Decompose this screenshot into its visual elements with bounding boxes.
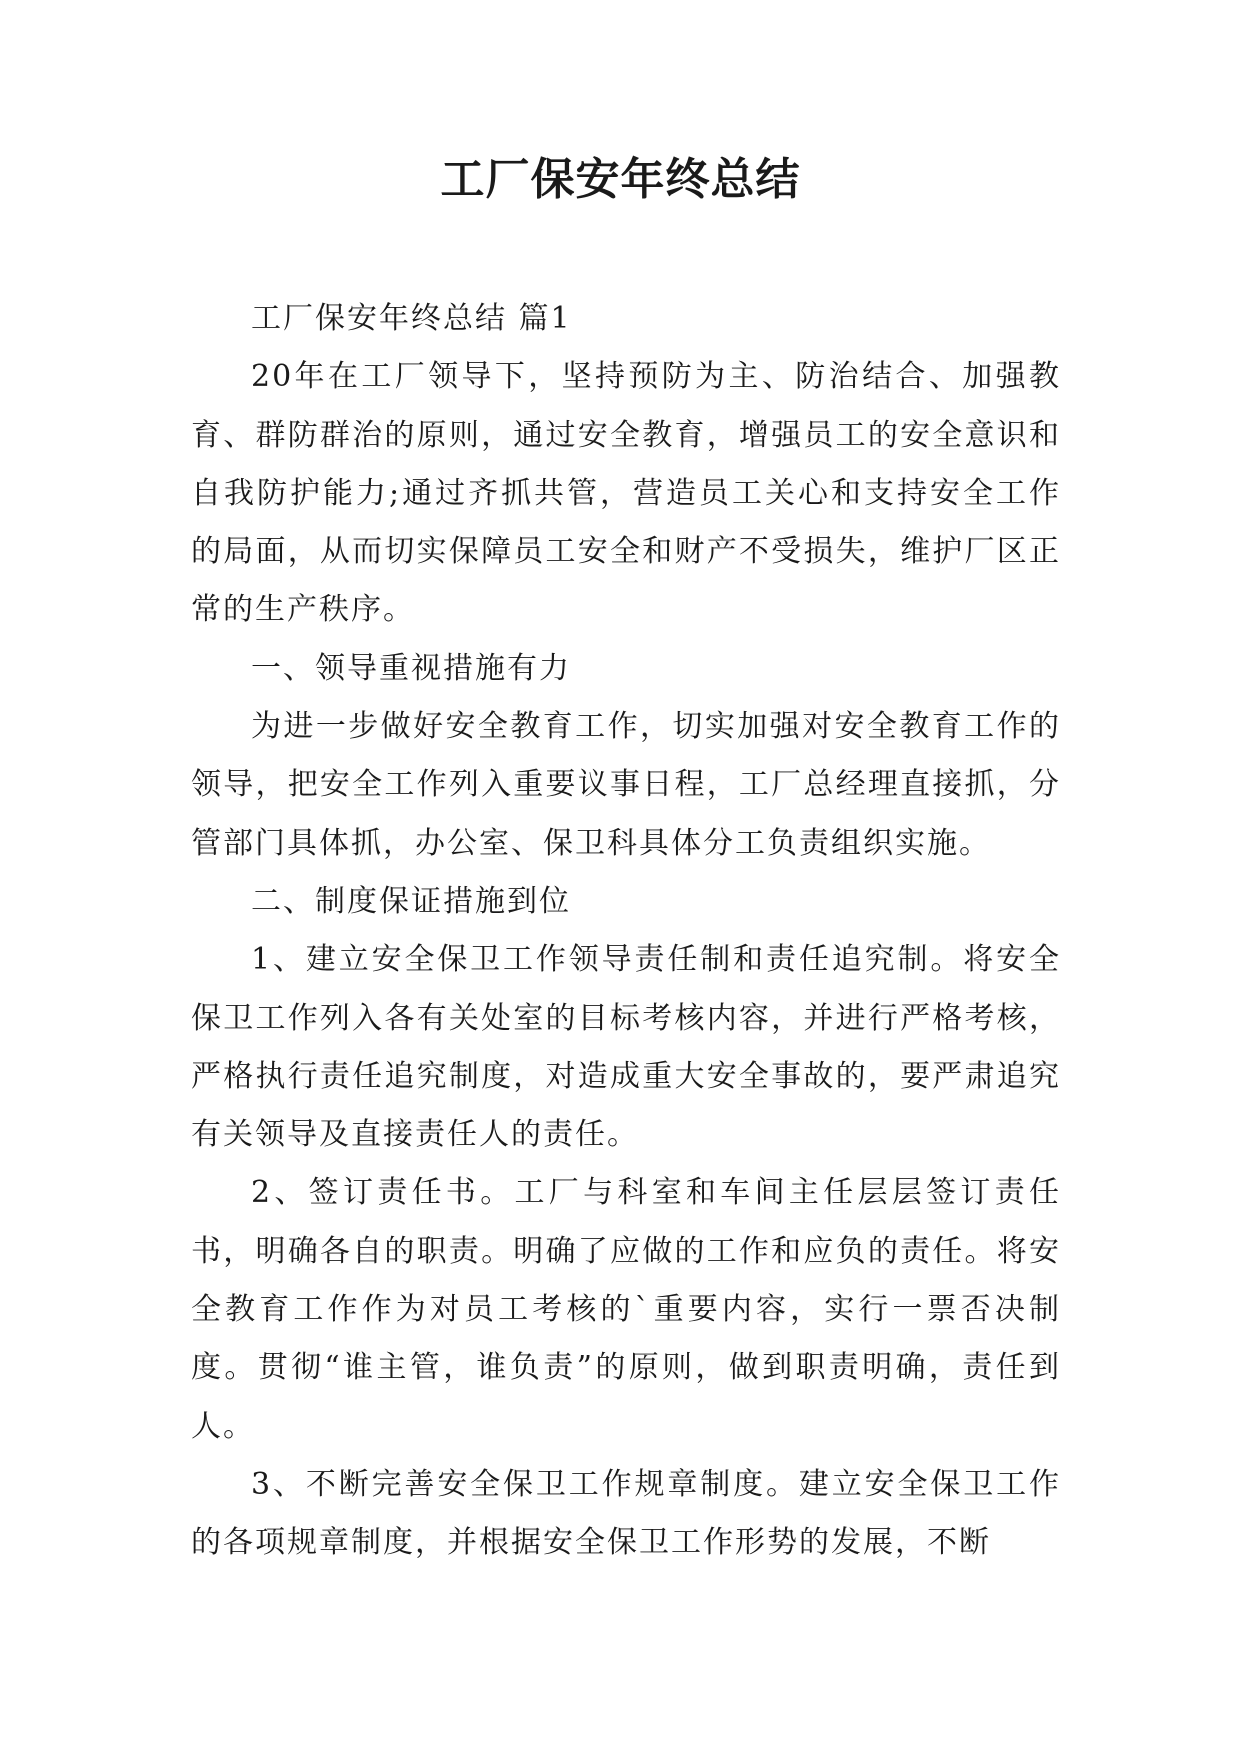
document-title: 工厂保安年终总结 [440, 154, 801, 205]
paragraph-intro: 20年在工厂领导下，坚持预防为主、防治结合、加强教育、群防群治的原则，通过安全教育，增强员工的安全意识和自我防护能力;通过齐抓共管，营造员工关心和支持安全工作的局面，从而切实保障员工安全和财产不受损失，维护厂区正常的生产秩序。 [191, 359, 1061, 628]
paragraph-item-3: 3、不断完善安全保卫工作规章制度。建立安全保卫工作的各项规章制度，并根据安全保卫工作形势的发展，不断 [191, 1466, 1061, 1561]
document-body [191, 290, 1061, 1573]
section-subtitle: 工厂保安年终总结 篇1 [251, 301, 572, 336]
section-heading-leadership: 一、领导重视措施有力 [251, 650, 571, 686]
paragraph-item-2: 2、签订责任书。工厂与科室和车间主任层层签订责任书，明确各自的职责。明确了应做的工作和应负的责任。将安全教育工作作为对员工考核的`重要内容，实行一票否决制度。贯彻“谁主管，谁负责”的原则，做到职责明确，责任到人。 [191, 1175, 1061, 1444]
paragraph-item-1: 1、建立安全保卫工作领导责任制和责任追究制。将安全保卫工作列入各有关处室的目标考核内容，并进行严格考核，严格执行责任追究制度，对造成重大安全事故的，要严肃追究有关领导及直接责任人的责任。 [191, 942, 1061, 1153]
paragraph-leadership: 为进一步做好安全教育工作，切实加强对安全教育工作的领导，把安全工作列入重要议事日程，工厂总经理直接抓，分管部门具体抓，办公室、保卫科具体分工负责组织实施。 [191, 709, 1061, 861]
section-heading-system: 二、制度保证措施到位 [251, 883, 571, 919]
